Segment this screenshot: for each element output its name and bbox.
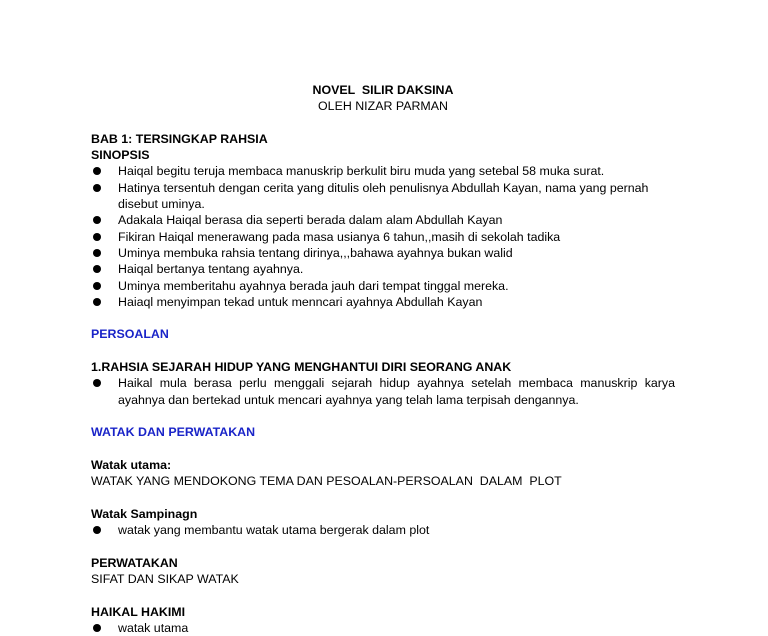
list-item: Fikiran Haiqal menerawang pada masa usianya 6 tahun,,masih di sekolah tadika <box>91 229 675 245</box>
synopsis-list <box>91 163 675 310</box>
bullet-icon <box>93 216 101 224</box>
watak-sampingan-list <box>91 522 675 538</box>
bullet-icon <box>93 249 101 257</box>
bullet-icon <box>93 233 101 241</box>
bullet-icon <box>93 167 101 175</box>
bullet-icon <box>93 282 101 290</box>
synopsis-heading: SINOPSIS <box>91 148 150 163</box>
chapter-heading: BAB 1: TERSINGKAP RAHSIA <box>91 131 268 146</box>
list-item: Haiqal bertanya tentang ayahnya. <box>91 261 675 277</box>
list-item: watak yang membantu watak utama bergerak dalam plot <box>91 522 675 538</box>
watak-utama-desc: WATAK YANG MENDOKONG TEMA DAN PESOALAN-PERSOALAN DALAM PLOT <box>91 474 562 489</box>
list-item: Haiqal begitu teruja membaca manuskrip berkulit biru muda yang setebal 58 muka surat. <box>91 163 675 179</box>
watak-utama-label: Watak utama: <box>91 457 172 472</box>
bullet-icon <box>93 379 101 387</box>
issue-heading: 1.RAHSIA SEJARAH HIDUP YANG MENGHANTUI DIRI SEORANG ANAK <box>91 360 512 375</box>
author-line: OLEH NIZAR PARMAN <box>318 99 448 114</box>
haikal-list <box>91 620 675 636</box>
watak-sampingan-label: Watak Sampinagn <box>91 506 198 521</box>
perwatakan-desc: SIFAT DAN SIKAP WATAK <box>91 571 239 586</box>
bullet-icon <box>93 624 101 632</box>
issue-list <box>91 375 675 408</box>
bullet-icon <box>93 298 101 306</box>
watak-heading: WATAK DAN PERWATAKAN <box>91 425 256 440</box>
bullet-icon <box>93 265 101 273</box>
list-item: Haikal mula berasa perlu menggali sejarah hidup ayahnya setelah membaca manuskrip karya ayahnya dan bertekad untuk mencari ayahnya yang telah lama terpisah dengannya. <box>91 375 675 408</box>
bullet-icon <box>93 526 101 534</box>
perwatakan-label: PERWATAKAN <box>91 555 178 570</box>
list-item: Haiaql menyimpan tekad untuk menncari ayahnya Abdullah Kayan <box>91 294 675 310</box>
persoalan-heading: PERSOALAN <box>91 327 169 342</box>
list-item: Uminya memberitahu ayahnya berada jauh dari tempat tinggal mereka. <box>91 278 675 294</box>
list-item: Hatinya tersentuh dengan cerita yang ditulis oleh penulisnya Abdullah Kayan, nama yang pernah disebut uminya. <box>91 180 675 213</box>
list-item: Uminya membuka rahsia tentang dirinya,,,bahawa ayahnya bukan walid <box>91 245 675 261</box>
haikal-label: HAIKAL HAKIMI <box>91 604 186 619</box>
list-item: watak utama <box>91 620 675 636</box>
novel-title: NOVEL SILIR DAKSINA <box>312 83 454 97</box>
list-item: Adakala Haiqal berasa dia seperti berada dalam alam Abdullah Kayan <box>91 212 675 228</box>
bullet-icon <box>93 184 101 192</box>
document-body <box>91 82 675 636</box>
